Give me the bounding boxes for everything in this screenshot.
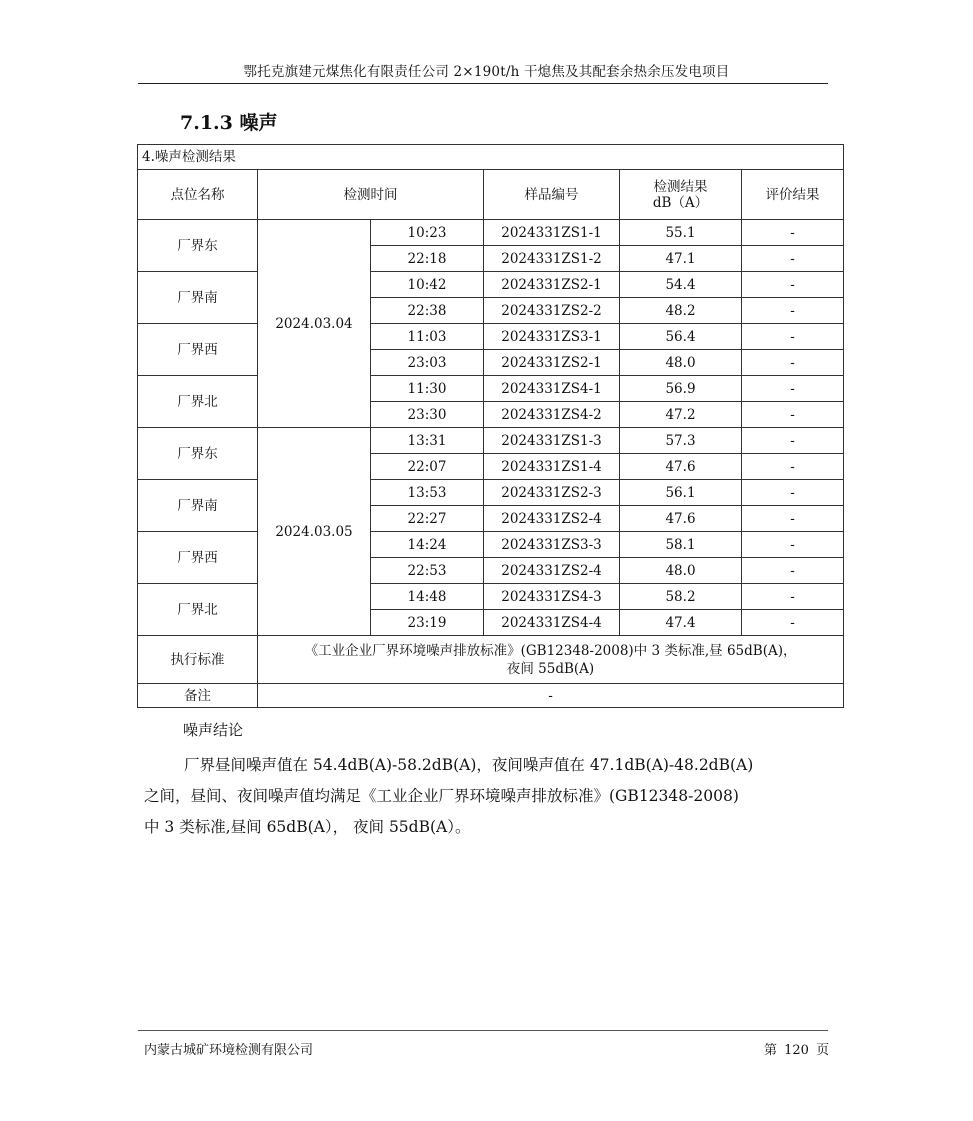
time-cell: 23:30 bbox=[371, 402, 484, 428]
running-header: 鄂托克旗建元煤焦化有限责任公司 2×190t/h 干熄焦及其配套余热余压发电项目 bbox=[243, 64, 730, 80]
section-heading: 7.1.3 噪声 bbox=[180, 112, 278, 134]
result-value-cell: 56.1 bbox=[620, 480, 742, 506]
sample-id-cell: 2024331ZS1-3 bbox=[484, 428, 620, 454]
standard-line-2: 夜间 55dB(A) bbox=[506, 660, 595, 677]
location-cell: 厂界南 bbox=[138, 272, 258, 324]
evaluation-cell: - bbox=[742, 506, 844, 532]
remark-row bbox=[138, 684, 844, 708]
header-time: 检测时间 bbox=[258, 170, 484, 220]
evaluation-cell: - bbox=[742, 220, 844, 246]
sample-id-cell: 2024331ZS2-4 bbox=[484, 506, 620, 532]
location-cell: 厂界西 bbox=[138, 532, 258, 584]
standard-line-1: 《工业企业厂界环境噪声排放标准》(GB12348-2008)中 3 类标准,昼 65dB(A)， bbox=[304, 642, 797, 659]
sample-id-cell: 2024331ZS4-1 bbox=[484, 376, 620, 402]
conclusion-line-2: 之间，昼间、夜间噪声值均满足《工业企业厂界环境噪声排放标准》(GB12348-2008) bbox=[144, 787, 739, 805]
location-cell: 厂界东 bbox=[138, 428, 258, 480]
evaluation-cell: - bbox=[742, 610, 844, 636]
location-cell: 厂界南 bbox=[138, 480, 258, 532]
table-row bbox=[138, 428, 844, 454]
evaluation-cell: - bbox=[742, 272, 844, 298]
result-value-cell: 47.6 bbox=[620, 506, 742, 532]
sample-id-cell: 2024331ZS1-4 bbox=[484, 454, 620, 480]
table-caption: 4.噪声检测结果 bbox=[138, 145, 844, 170]
time-cell: 11:03 bbox=[371, 324, 484, 350]
time-cell: 22:07 bbox=[371, 454, 484, 480]
sample-id-cell: 2024331ZS4-2 bbox=[484, 402, 620, 428]
sample-id-cell: 2024331ZS2-4 bbox=[484, 558, 620, 584]
sample-id-cell: 2024331ZS2-1 bbox=[484, 350, 620, 376]
time-cell: 22:18 bbox=[371, 246, 484, 272]
result-value-cell: 48.0 bbox=[620, 558, 742, 584]
evaluation-cell: - bbox=[742, 532, 844, 558]
result-value-cell: 48.0 bbox=[620, 350, 742, 376]
evaluation-cell: - bbox=[742, 324, 844, 350]
time-cell: 23:03 bbox=[371, 350, 484, 376]
header-rule bbox=[138, 83, 828, 84]
sample-id-cell: 2024331ZS4-3 bbox=[484, 584, 620, 610]
time-cell: 14:24 bbox=[371, 532, 484, 558]
result-value-cell: 58.2 bbox=[620, 584, 742, 610]
sample-id-cell: 2024331ZS3-3 bbox=[484, 532, 620, 558]
evaluation-cell: - bbox=[742, 350, 844, 376]
result-value-cell: 47.2 bbox=[620, 402, 742, 428]
result-value-cell: 47.1 bbox=[620, 246, 742, 272]
header-result bbox=[620, 170, 742, 220]
standard-label: 执行标准 bbox=[138, 636, 258, 684]
evaluation-cell: - bbox=[742, 480, 844, 506]
result-value-cell: 58.1 bbox=[620, 532, 742, 558]
result-value-cell: 47.6 bbox=[620, 454, 742, 480]
conclusion-label: 噪声结论 bbox=[183, 721, 244, 739]
time-cell: 23:19 bbox=[371, 610, 484, 636]
table-row bbox=[138, 532, 844, 558]
conclusion-paragraph bbox=[144, 750, 834, 843]
remark-label: 备注 bbox=[138, 684, 258, 708]
table-row bbox=[138, 324, 844, 350]
evaluation-cell: - bbox=[742, 454, 844, 480]
result-value-cell: 56.9 bbox=[620, 376, 742, 402]
result-value-cell: 54.4 bbox=[620, 272, 742, 298]
time-cell: 10:42 bbox=[371, 272, 484, 298]
table-row bbox=[138, 480, 844, 506]
table-header-row bbox=[138, 170, 844, 220]
standard-value bbox=[258, 636, 844, 684]
sample-id-cell: 2024331ZS1-1 bbox=[484, 220, 620, 246]
header-evaluation: 评价结果 bbox=[742, 170, 844, 220]
time-cell: 13:53 bbox=[371, 480, 484, 506]
evaluation-cell: - bbox=[742, 376, 844, 402]
location-cell: 厂界东 bbox=[138, 220, 258, 272]
header-sample: 样品编号 bbox=[484, 170, 620, 220]
date-cell: 2024.03.04 bbox=[258, 220, 371, 428]
sample-id-cell: 2024331ZS3-1 bbox=[484, 324, 620, 350]
conclusion-line-3: 中 3 类标准,昼间 65dB(A）， 夜间 55dB(A）。 bbox=[144, 818, 471, 836]
time-cell: 10:23 bbox=[371, 220, 484, 246]
table-row bbox=[138, 376, 844, 402]
time-cell: 22:27 bbox=[371, 506, 484, 532]
location-cell: 厂界北 bbox=[138, 584, 258, 636]
sample-id-cell: 2024331ZS2-1 bbox=[484, 272, 620, 298]
table-row bbox=[138, 272, 844, 298]
noise-results-table bbox=[137, 144, 844, 708]
sample-id-cell: 2024331ZS1-2 bbox=[484, 246, 620, 272]
evaluation-cell: - bbox=[742, 246, 844, 272]
result-value-cell: 48.2 bbox=[620, 298, 742, 324]
header-result-line1: 检测结果 bbox=[653, 178, 708, 195]
evaluation-cell: - bbox=[742, 558, 844, 584]
header-location: 点位名称 bbox=[138, 170, 258, 220]
result-value-cell: 55.1 bbox=[620, 220, 742, 246]
location-cell: 厂界北 bbox=[138, 376, 258, 428]
result-value-cell: 56.4 bbox=[620, 324, 742, 350]
sample-id-cell: 2024331ZS2-2 bbox=[484, 298, 620, 324]
time-cell: 22:53 bbox=[371, 558, 484, 584]
result-value-cell: 57.3 bbox=[620, 428, 742, 454]
conclusion-line-1: 厂界昼间噪声值在 54.4dB(A)-58.2dB(A)，夜间噪声值在 47.1dB(A)-48.2dB(A) bbox=[184, 756, 754, 774]
header-result-line2: dB（A） bbox=[652, 194, 709, 211]
remark-value: - bbox=[258, 684, 844, 708]
result-value-cell: 47.4 bbox=[620, 610, 742, 636]
time-cell: 14:48 bbox=[371, 584, 484, 610]
evaluation-cell: - bbox=[742, 298, 844, 324]
standard-row bbox=[138, 636, 844, 684]
table-caption-row bbox=[138, 145, 844, 170]
footer-page-number: 第 120 页 bbox=[764, 1043, 830, 1058]
time-cell: 13:31 bbox=[371, 428, 484, 454]
time-cell: 11:30 bbox=[371, 376, 484, 402]
time-cell: 22:38 bbox=[371, 298, 484, 324]
sample-id-cell: 2024331ZS4-4 bbox=[484, 610, 620, 636]
footer-rule bbox=[138, 1030, 828, 1031]
sample-id-cell: 2024331ZS2-3 bbox=[484, 480, 620, 506]
footer-company: 内蒙古城矿环境检测有限公司 bbox=[144, 1043, 314, 1058]
evaluation-cell: - bbox=[742, 584, 844, 610]
evaluation-cell: - bbox=[742, 428, 844, 454]
table-row bbox=[138, 220, 844, 246]
evaluation-cell: - bbox=[742, 402, 844, 428]
location-cell: 厂界西 bbox=[138, 324, 258, 376]
date-cell: 2024.03.05 bbox=[258, 428, 371, 636]
table-row bbox=[138, 584, 844, 610]
